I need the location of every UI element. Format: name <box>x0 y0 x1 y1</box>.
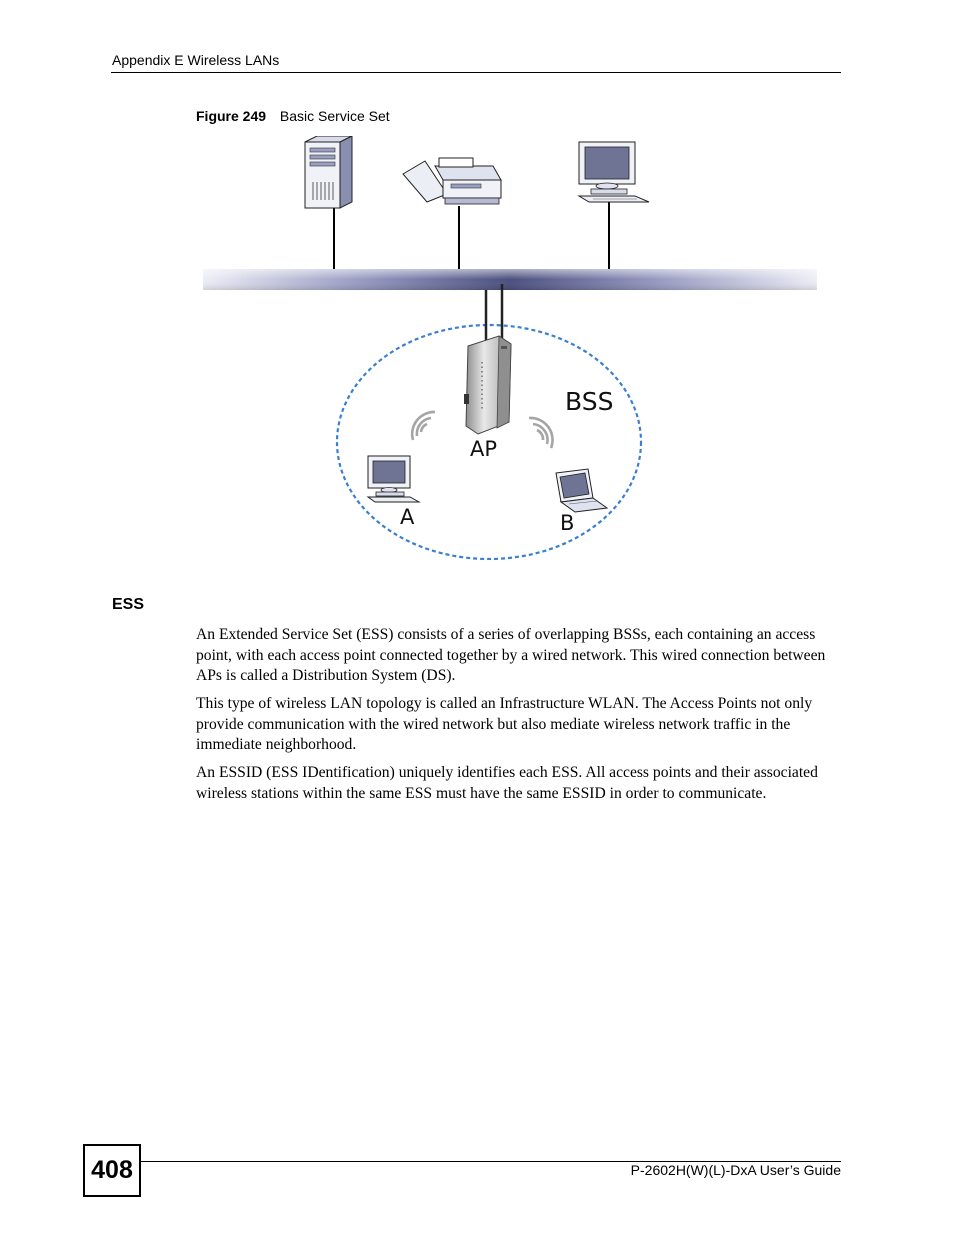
wireless-signal-right-icon <box>529 418 553 448</box>
workstation-icon <box>579 142 649 202</box>
guide-title: P-2602H(W)(L)-DxA User’s Guide <box>630 1162 841 1178</box>
bss-label: BSS <box>565 387 614 416</box>
page-number: 408 <box>83 1144 141 1197</box>
figure-number: Figure 249 <box>196 108 267 124</box>
access-point-icon <box>464 284 511 434</box>
printer-icon <box>403 158 501 204</box>
station-b-label: B <box>560 511 575 535</box>
wired-backbone <box>203 269 817 290</box>
station-a-label: A <box>400 505 415 529</box>
running-header: Appendix E Wireless LANs <box>112 52 280 68</box>
server-icon <box>305 136 352 208</box>
section-heading: ESS <box>112 596 145 613</box>
bss-diagram <box>203 136 817 560</box>
figure-title: Basic Service Set <box>279 108 390 124</box>
ap-label: AP <box>470 437 498 461</box>
paragraph-ess-definition: An Extended Service Set (ESS) consists of a series of overlapping BSSs, each containing an access point, with each access point connected together by a wired network. This wired connection between APs is called a Distribution System (DS). <box>196 626 826 684</box>
station-b-laptop-icon <box>556 469 607 512</box>
header-rule <box>111 72 841 73</box>
paragraph-infrastructure-wlan: This type of wireless LAN topology is called an Infrastructure WLAN. The Access Points not only provide communication with the wired network but also mediate wireless network traffic in the immediate neighborhood. <box>196 695 813 753</box>
figure-caption <box>196 108 390 124</box>
wireless-signal-left-icon <box>412 412 435 440</box>
station-a-computer-icon <box>368 456 419 502</box>
paragraph-essid: An ESSID (ESS IDentification) uniquely identifies each ESS. All access points and their associated wireless stations within the same ESS must have the same ESSID in order to communicate. <box>196 764 818 802</box>
